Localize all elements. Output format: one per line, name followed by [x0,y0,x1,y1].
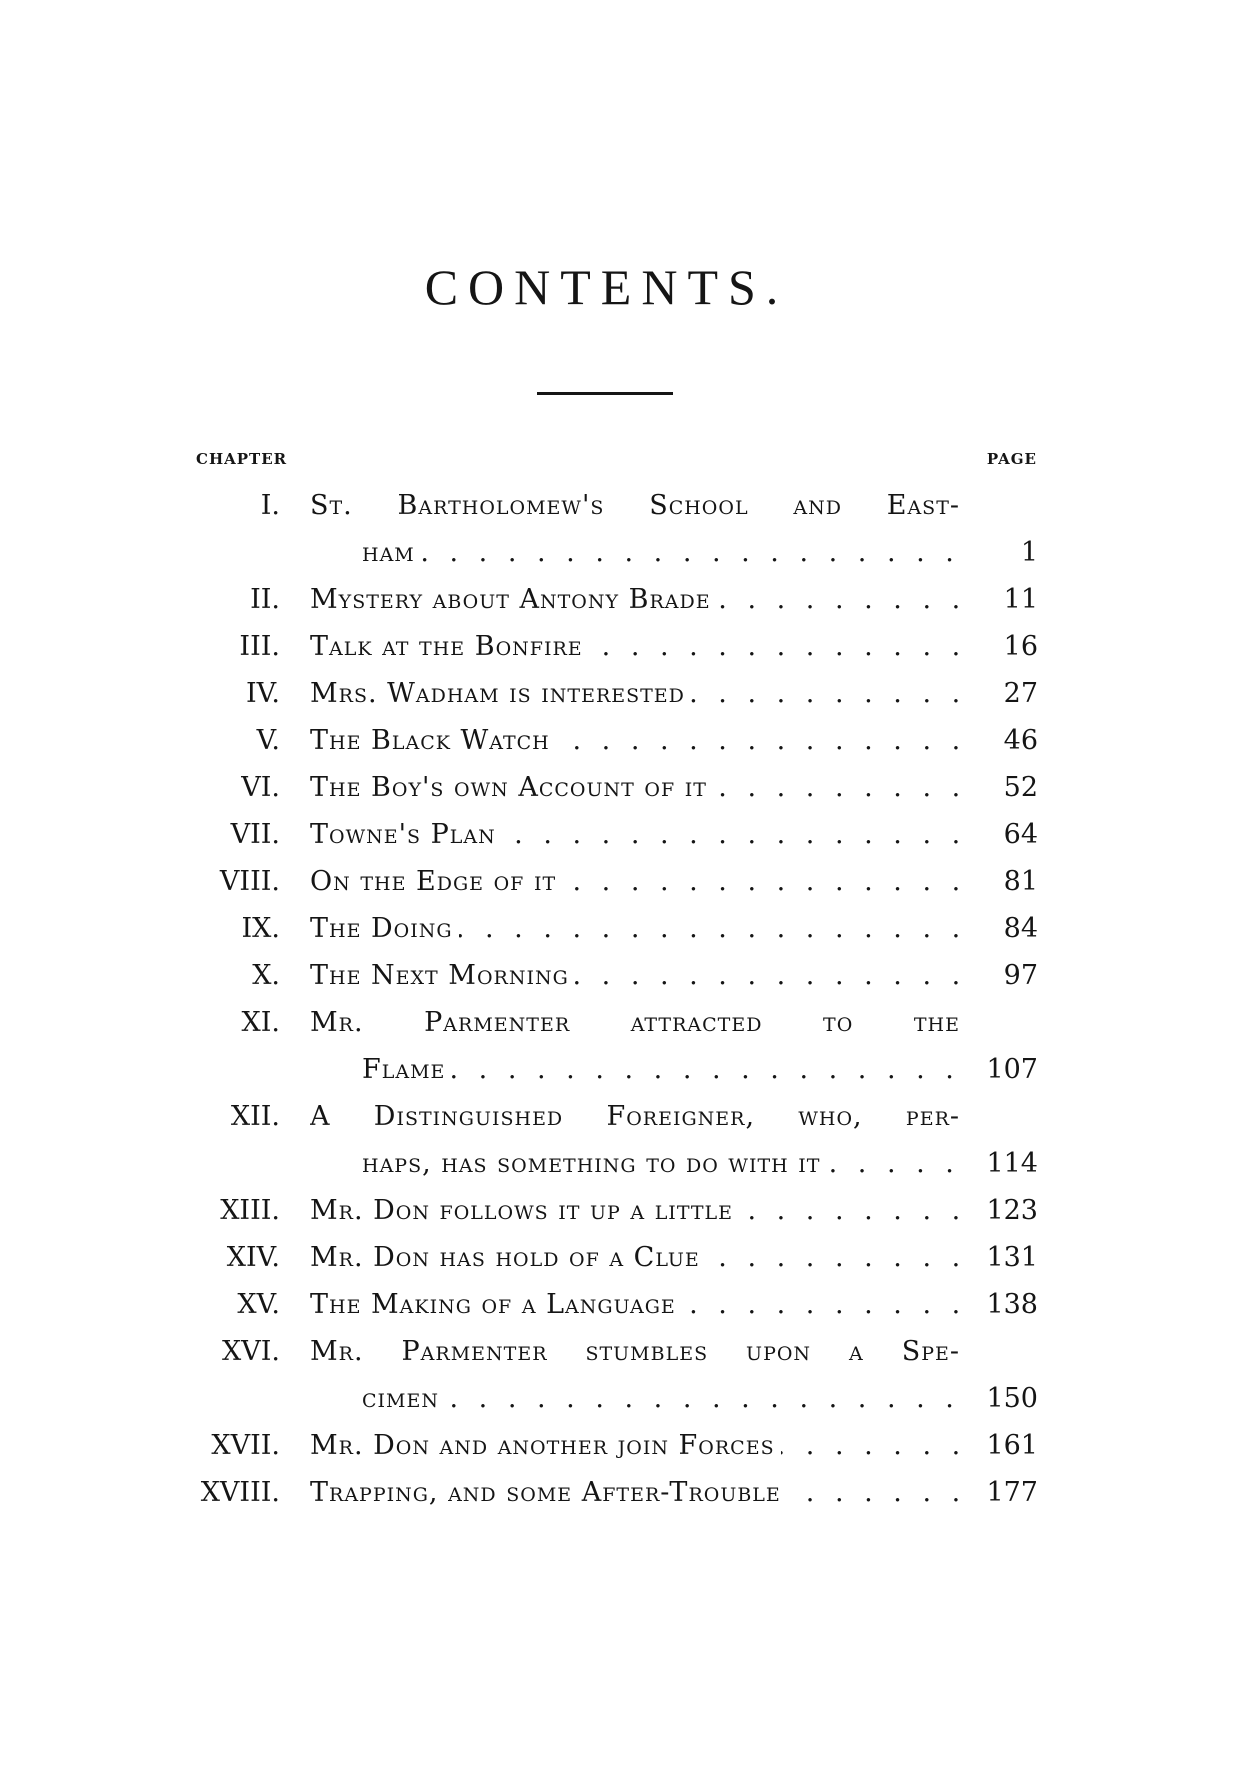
chapter-title-text: The Black Watch [310,725,556,756]
page-title: CONTENTS. [424,259,789,315]
chapter-title [310,952,960,999]
toc-entry [0,482,1259,529]
chapter-title-text: The Next Morning [310,960,575,991]
page-number: 97 [1003,960,1038,991]
chapter-title [310,1422,960,1469]
toc-entry-continuation [0,1140,1259,1187]
chapter-title-continuation-text: haps, has something to do with it [362,1148,826,1179]
chapter-title [310,811,960,858]
chapter-number: XVII. [211,1430,280,1461]
title-rule [537,392,673,395]
toc-entry-continuation [0,1046,1259,1093]
page-number: 27 [1003,678,1038,709]
chapter-title-text: Mr. Don follows it up a little [310,1195,739,1226]
chapter-title-text: Mystery about Antony Brade [310,584,717,615]
toc-entry [0,905,1259,952]
chapter-number: X. [252,960,280,991]
chapter-title-continuation [362,529,960,576]
page-number: 107 [986,1054,1038,1085]
chapter-title: A Distinguished Foreigner, who, per- [310,1101,960,1132]
chapter-title [310,1281,960,1328]
chapter-title-continuation [362,1375,960,1422]
chapter-title [310,576,960,623]
chapter-number: XI. [241,1007,280,1038]
chapter-number: VI. [241,772,280,803]
page-number: 46 [1003,725,1038,756]
chapter-number: IX. [241,913,280,944]
toc-entry [0,1093,1259,1140]
toc-entry [0,1234,1259,1281]
page-number: 11 [1003,584,1038,615]
chapter-title: St. Bartholomew's School and East- [310,490,960,521]
chapter-number: II. [250,584,280,615]
chapter-title-text: Trapping, and some After-Trouble [310,1477,787,1508]
chapter-title [310,1187,960,1234]
page-number: 161 [986,1430,1038,1461]
toc-entry [0,952,1259,999]
chapter-title-continuation [362,1140,960,1187]
toc-entry [0,1469,1259,1516]
chapter-title: Mr. Parmenter stumbles upon a Spe- [310,1336,960,1367]
chapter-number: IV. [245,678,280,709]
chapter-title: Mr. Parmenter attracted to the [310,1007,960,1038]
chapter-number: V. [256,725,280,756]
toc-entry [0,811,1259,858]
chapter-number: III. [239,631,280,662]
page-number: 123 [986,1195,1038,1226]
chapter-title-continuation-text: cimen [362,1383,445,1414]
page-number: 81 [1003,866,1038,897]
toc-entry [0,670,1259,717]
chapter-title [310,764,960,811]
chapter-title-text: Mr. Don has hold of a Clue [310,1242,706,1273]
toc-entry [0,858,1259,905]
page-number: 64 [1003,819,1038,850]
toc-entry [0,764,1259,811]
chapter-title-continuation-text: Flame [362,1054,451,1085]
chapter-title-text: Mrs. Wadham is interested [310,678,691,709]
chapter-title [310,905,960,952]
toc-entry-continuation [0,529,1259,576]
page-number: 131 [986,1242,1038,1273]
chapter-title-text: Mr. Don and another join Forces [310,1430,781,1461]
chapter-number: XVIII. [200,1477,280,1508]
chapter-title [310,858,960,905]
chapter-title-text: The Boy's own Account of it [310,772,713,803]
chapter-title-continuation-text: ham [362,537,421,568]
chapter-title-text: Towne's Plan [310,819,502,850]
page-number: 114 [986,1148,1038,1179]
chapter-number: VII. [230,819,280,850]
toc-entry [0,999,1259,1046]
chapter-title [310,623,960,670]
toc-entry [0,1187,1259,1234]
page-number: 138 [986,1289,1038,1320]
chapter-number: VIII. [219,866,280,897]
page-column-header: PAGE [986,450,1037,468]
page-number: 1 [1020,537,1038,568]
chapter-title [310,670,960,717]
table-of-contents [0,482,1259,1516]
toc-entry [0,576,1259,623]
chapter-column-header: CHAPTER [196,450,288,468]
chapter-title [310,717,960,764]
toc-entry [0,1281,1259,1328]
chapter-title-text: The Making of a Language [310,1289,682,1320]
toc-entry [0,1328,1259,1375]
chapter-title [310,1234,960,1281]
toc-entry-continuation [0,1375,1259,1422]
chapter-number: XII. [230,1101,280,1132]
chapter-title-text: The Doing [310,913,459,944]
page-number: 150 [986,1383,1038,1414]
chapter-number: I. [260,490,280,521]
chapter-number: XVI. [222,1336,280,1367]
toc-entry [0,623,1259,670]
chapter-number: XIII. [220,1195,280,1226]
page-number: 52 [1003,772,1038,803]
chapter-title [310,1469,960,1516]
chapter-number: XIV. [226,1242,280,1273]
chapter-title-continuation [362,1046,960,1093]
page-number: 177 [986,1477,1038,1508]
toc-entry [0,1422,1259,1469]
chapter-title-text: On the Edge of it [310,866,562,897]
toc-entry [0,717,1259,764]
page-number: 84 [1003,913,1038,944]
chapter-number: XV. [237,1289,280,1320]
chapter-title-text: Talk at the Bonfire [310,631,589,662]
page-number: 16 [1003,631,1038,662]
